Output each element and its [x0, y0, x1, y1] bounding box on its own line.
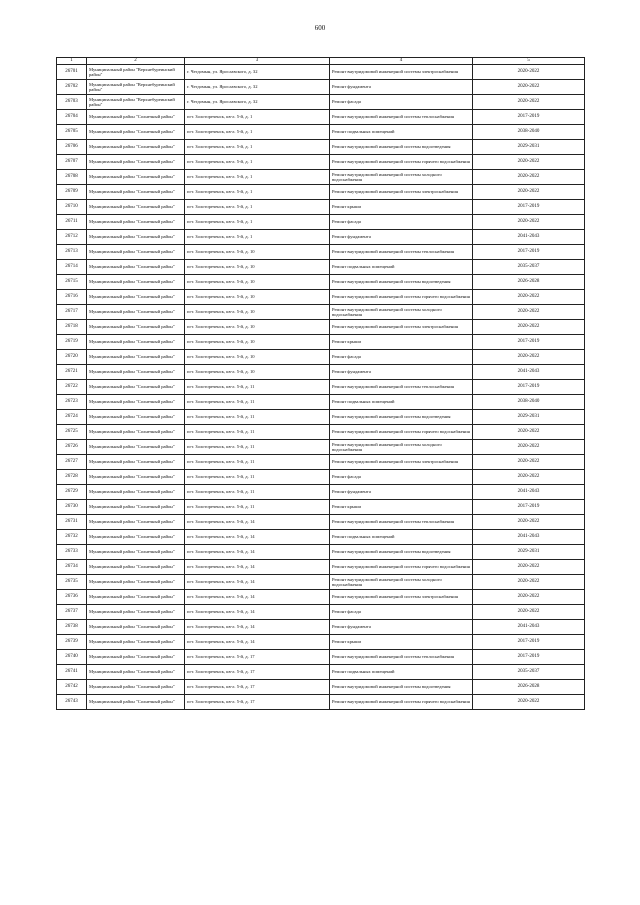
table-row: [57, 395, 585, 410]
table-row: [57, 440, 585, 455]
row-number-cell: 26706: [57, 140, 87, 155]
address-cell: пгт. Золотореченск, кв-л. 5-й, д. 1: [185, 125, 330, 140]
work-type-cell: Ремонт подвальных помещений: [330, 395, 473, 410]
municipality-cell: Муниципальный район "Солнечный район": [87, 365, 185, 380]
period-cell: 2020-2022: [473, 515, 585, 530]
table-row: [57, 410, 585, 425]
table-row: [57, 185, 585, 200]
work-type-cell: Ремонт внутридомовой инженерной системы теплоснабжения: [330, 110, 473, 125]
work-type-cell: Ремонт внутридомовой инженерной системы холодного водоснабжения: [330, 305, 473, 320]
period-cell: 2020-2022: [473, 440, 585, 455]
municipality-cell: Муниципальный район "Солнечный район": [87, 155, 185, 170]
table-row: [57, 125, 585, 140]
address-cell: г. Чегдомын, ул. Ярославского, д. 32: [185, 65, 330, 80]
municipality-cell: Муниципальный район "Солнечный район": [87, 650, 185, 665]
table-row: [57, 155, 585, 170]
table-row: [57, 575, 585, 590]
table-row: [57, 590, 585, 605]
address-cell: пгт. Золотореченск, кв-л. 5-й, д. 14: [185, 515, 330, 530]
row-number-cell: 26724: [57, 410, 87, 425]
work-type-cell: Ремонт фундамента: [330, 230, 473, 245]
table-row: [57, 335, 585, 350]
row-number-cell: 26709: [57, 185, 87, 200]
work-type-cell: Ремонт внутридомовой инженерной системы водоотведения: [330, 410, 473, 425]
period-cell: 2020-2022: [473, 215, 585, 230]
work-type-cell: Ремонт фасада: [330, 470, 473, 485]
table-row: [57, 80, 585, 95]
address-cell: пгт. Золотореченск, кв-л. 5-й, д. 11: [185, 425, 330, 440]
row-number-cell: 26741: [57, 665, 87, 680]
column-header: 3: [185, 58, 330, 65]
address-cell: пгт. Золотореченск, кв-л. 5-й, д. 17: [185, 665, 330, 680]
address-cell: пгт. Золотореченск, кв-л. 5-й, д. 1: [185, 170, 330, 185]
row-number-cell: 26737: [57, 605, 87, 620]
address-cell: пгт. Золотореченск, кв-л. 5-й, д. 1: [185, 140, 330, 155]
address-cell: пгт. Золотореченск, кв-л. 5-й, д. 11: [185, 380, 330, 395]
period-cell: 2017-2019: [473, 335, 585, 350]
row-number-cell: 26719: [57, 335, 87, 350]
period-cell: 2020-2022: [473, 455, 585, 470]
work-type-cell: Ремонт внутридомовой инженерной системы водоотведения: [330, 140, 473, 155]
table-row: [57, 605, 585, 620]
address-cell: пгт. Золотореченск, кв-л. 5-й, д. 1: [185, 155, 330, 170]
address-cell: пгт. Золотореченск, кв-л. 5-й, д. 11: [185, 470, 330, 485]
period-cell: 2041-2043: [473, 365, 585, 380]
address-cell: пгт. Золотореченск, кв-л. 5-й, д. 10: [185, 350, 330, 365]
period-cell: 2017-2019: [473, 380, 585, 395]
table-header-row: [57, 58, 585, 65]
work-type-cell: Ремонт фундамента: [330, 80, 473, 95]
work-type-cell: Ремонт внутридомовой инженерной системы водоотведения: [330, 275, 473, 290]
municipality-cell: Муниципальный район "Солнечный район": [87, 230, 185, 245]
period-cell: 2017-2019: [473, 500, 585, 515]
address-cell: пгт. Золотореченск, кв-л. 5-й, д. 14: [185, 635, 330, 650]
period-cell: 2020-2022: [473, 695, 585, 710]
period-cell: 2020-2022: [473, 305, 585, 320]
work-type-cell: Ремонт внутридомовой инженерной системы горячего водоснабжения: [330, 290, 473, 305]
row-number-cell: 26728: [57, 470, 87, 485]
period-cell: 2029-2031: [473, 140, 585, 155]
period-cell: 2017-2019: [473, 200, 585, 215]
municipality-cell: Муниципальный район "Солнечный район": [87, 440, 185, 455]
address-cell: пгт. Золотореченск, кв-л. 5-й, д. 14: [185, 545, 330, 560]
table-row: [57, 500, 585, 515]
municipality-cell: Муниципальный район "Солнечный район": [87, 335, 185, 350]
municipality-cell: Муниципальный район "Верхнебуреинский район": [87, 80, 185, 95]
period-cell: 2035-2037: [473, 260, 585, 275]
municipality-cell: Муниципальный район "Солнечный район": [87, 350, 185, 365]
work-type-cell: Ремонт внутридомовой инженерной системы электроснабжения: [330, 590, 473, 605]
period-cell: 2038-2040: [473, 395, 585, 410]
address-cell: пгт. Золотореченск, кв-л. 5-й, д. 11: [185, 395, 330, 410]
municipality-cell: Муниципальный район "Солнечный район": [87, 185, 185, 200]
municipality-cell: Муниципальный район "Солнечный район": [87, 260, 185, 275]
address-cell: пгт. Золотореченск, кв-л. 5-й, д. 10: [185, 365, 330, 380]
work-type-cell: Ремонт подвальных помещений: [330, 260, 473, 275]
address-cell: г. Чегдомын, ул. Ярославского, д. 32: [185, 80, 330, 95]
address-cell: пгт. Золотореченск, кв-л. 5-й, д. 17: [185, 680, 330, 695]
row-number-cell: 26711: [57, 215, 87, 230]
work-type-cell: Ремонт внутридомовой инженерной системы горячего водоснабжения: [330, 560, 473, 575]
work-type-cell: Ремонт фасада: [330, 350, 473, 365]
address-cell: пгт. Золотореченск, кв-л. 5-й, д. 11: [185, 485, 330, 500]
work-type-cell: Ремонт внутридомовой инженерной системы теплоснабжения: [330, 515, 473, 530]
row-number-cell: 26738: [57, 620, 87, 635]
row-number-cell: 26717: [57, 305, 87, 320]
municipality-cell: Муниципальный район "Солнечный район": [87, 170, 185, 185]
row-number-cell: 26704: [57, 110, 87, 125]
table-row: [57, 200, 585, 215]
table-row: [57, 620, 585, 635]
address-cell: пгт. Золотореченск, кв-л. 5-й, д. 14: [185, 575, 330, 590]
period-cell: 2017-2019: [473, 635, 585, 650]
work-type-cell: Ремонт крыши: [330, 335, 473, 350]
table-row: [57, 110, 585, 125]
row-number-cell: 26721: [57, 365, 87, 380]
address-cell: пгт. Золотореченск, кв-л. 5-й, д. 17: [185, 650, 330, 665]
table-row: [57, 515, 585, 530]
period-cell: 2017-2019: [473, 110, 585, 125]
period-cell: 2020-2022: [473, 65, 585, 80]
address-cell: пгт. Золотореченск, кв-л. 5-й, д. 11: [185, 440, 330, 455]
work-type-cell: Ремонт внутридомовой инженерной системы электроснабжения: [330, 185, 473, 200]
address-cell: пгт. Золотореченск, кв-л. 5-й, д. 14: [185, 620, 330, 635]
row-number-cell: 26733: [57, 545, 87, 560]
work-type-cell: Ремонт внутридомовой инженерной системы теплоснабжения: [330, 245, 473, 260]
row-number-cell: 26702: [57, 80, 87, 95]
municipality-cell: Муниципальный район "Солнечный район": [87, 425, 185, 440]
work-type-cell: Ремонт внутридомовой инженерной системы горячего водоснабжения: [330, 155, 473, 170]
address-cell: пгт. Золотореченск, кв-л. 5-й, д. 1: [185, 215, 330, 230]
row-number-cell: 26725: [57, 425, 87, 440]
address-cell: пгт. Золотореченск, кв-л. 5-й, д. 10: [185, 305, 330, 320]
period-cell: 2041-2043: [473, 230, 585, 245]
table-row: [57, 455, 585, 470]
period-cell: 2017-2019: [473, 650, 585, 665]
municipality-cell: Муниципальный район "Верхнебуреинский район": [87, 95, 185, 110]
work-type-cell: Ремонт внутридомовой инженерной системы электроснабжения: [330, 320, 473, 335]
period-cell: 2020-2022: [473, 155, 585, 170]
address-cell: пгт. Золотореченск, кв-л. 5-й, д. 10: [185, 245, 330, 260]
period-cell: 2029-2031: [473, 545, 585, 560]
period-cell: 2020-2022: [473, 170, 585, 185]
work-type-cell: Ремонт фундамента: [330, 365, 473, 380]
row-number-cell: 26730: [57, 500, 87, 515]
municipality-cell: Муниципальный район "Солнечный район": [87, 530, 185, 545]
address-cell: пгт. Золотореченск, кв-л. 5-й, д. 14: [185, 560, 330, 575]
row-number-cell: 26740: [57, 650, 87, 665]
row-number-cell: 26735: [57, 575, 87, 590]
period-cell: 2026-2028: [473, 680, 585, 695]
period-cell: 2035-2037: [473, 665, 585, 680]
address-cell: пгт. Золотореченск, кв-л. 5-й, д. 10: [185, 275, 330, 290]
table-row: [57, 230, 585, 245]
row-number-cell: 26734: [57, 560, 87, 575]
municipality-cell: Муниципальный район "Солнечный район": [87, 545, 185, 560]
table-body: [57, 65, 585, 710]
period-cell: 2041-2043: [473, 530, 585, 545]
work-type-cell: Ремонт внутридомовой инженерной системы холодного водоснабжения: [330, 440, 473, 455]
table-row: [57, 425, 585, 440]
municipality-cell: Муниципальный район "Солнечный район": [87, 560, 185, 575]
row-number-cell: 26743: [57, 695, 87, 710]
municipality-cell: Муниципальный район "Солнечный район": [87, 380, 185, 395]
table-row: [57, 635, 585, 650]
municipality-cell: Муниципальный район "Солнечный район": [87, 320, 185, 335]
period-cell: 2020-2022: [473, 560, 585, 575]
municipality-cell: Муниципальный район "Солнечный район": [87, 575, 185, 590]
table-row: [57, 470, 585, 485]
table-row: [57, 170, 585, 185]
period-cell: 2020-2022: [473, 470, 585, 485]
period-cell: 2020-2022: [473, 320, 585, 335]
address-cell: пгт. Золотореченск, кв-л. 5-й, д. 10: [185, 290, 330, 305]
municipality-cell: Муниципальный район "Солнечный район": [87, 140, 185, 155]
work-type-cell: Ремонт внутридомовой инженерной системы водоотведения: [330, 545, 473, 560]
table-row: [57, 65, 585, 80]
municipality-cell: Муниципальный район "Солнечный район": [87, 290, 185, 305]
row-number-cell: 26731: [57, 515, 87, 530]
work-type-cell: Ремонт внутридомовой инженерной системы горячего водоснабжения: [330, 695, 473, 710]
work-type-cell: Ремонт внутридомовой инженерной системы горячего водоснабжения: [330, 425, 473, 440]
municipality-cell: Муниципальный район "Солнечный район": [87, 410, 185, 425]
row-number-cell: 26722: [57, 380, 87, 395]
address-cell: пгт. Золотореченск, кв-л. 5-й, д. 1: [185, 230, 330, 245]
period-cell: 2029-2031: [473, 410, 585, 425]
municipality-cell: Муниципальный район "Солнечный район": [87, 695, 185, 710]
address-cell: пгт. Золотореченск, кв-л. 5-й, д. 17: [185, 695, 330, 710]
row-number-cell: 26714: [57, 260, 87, 275]
row-number-cell: 26723: [57, 395, 87, 410]
municipality-cell: Муниципальный район "Солнечный район": [87, 485, 185, 500]
work-type-cell: Ремонт внутридомовой инженерной системы теплоснабжения: [330, 380, 473, 395]
work-type-cell: Ремонт внутридомовой инженерной системы электроснабжения: [330, 455, 473, 470]
row-number-cell: 26720: [57, 350, 87, 365]
table-row: [57, 290, 585, 305]
table-row: [57, 650, 585, 665]
table-row: [57, 245, 585, 260]
municipality-cell: Муниципальный район "Солнечный район": [87, 590, 185, 605]
row-number-cell: 26708: [57, 170, 87, 185]
table-row: [57, 485, 585, 500]
row-number-cell: 26739: [57, 635, 87, 650]
work-type-cell: Ремонт внутридомовой инженерной системы холодного водоснабжения: [330, 170, 473, 185]
row-number-cell: 26712: [57, 230, 87, 245]
work-type-cell: Ремонт внутридомовой инженерной системы водоотведения: [330, 680, 473, 695]
table-row: [57, 140, 585, 155]
table-row: [57, 215, 585, 230]
work-type-cell: Ремонт подвальных помещений: [330, 665, 473, 680]
municipality-cell: Муниципальный район "Солнечный район": [87, 470, 185, 485]
period-cell: 2020-2022: [473, 575, 585, 590]
period-cell: 2017-2019: [473, 245, 585, 260]
row-number-cell: 26715: [57, 275, 87, 290]
work-type-cell: Ремонт фундамента: [330, 485, 473, 500]
work-type-cell: Ремонт подвальных помещений: [330, 125, 473, 140]
period-cell: 2020-2022: [473, 290, 585, 305]
period-cell: 2020-2022: [473, 185, 585, 200]
municipality-cell: Муниципальный район "Солнечный район": [87, 200, 185, 215]
municipality-cell: Муниципальный район "Солнечный район": [87, 605, 185, 620]
address-cell: пгт. Золотореченск, кв-л. 5-й, д. 14: [185, 605, 330, 620]
table-row: [57, 95, 585, 110]
work-type-cell: Ремонт внутридомовой инженерной системы холодного водоснабжения: [330, 575, 473, 590]
table-row: [57, 380, 585, 395]
row-number-cell: 26701: [57, 65, 87, 80]
municipality-cell: Муниципальный район "Солнечный район": [87, 125, 185, 140]
table-row: [57, 695, 585, 710]
column-header: 2: [87, 58, 185, 65]
row-number-cell: 26707: [57, 155, 87, 170]
work-type-cell: Ремонт подвальных помещений: [330, 530, 473, 545]
municipality-cell: Муниципальный район "Солнечный район": [87, 665, 185, 680]
table-row: [57, 545, 585, 560]
address-cell: пгт. Золотореченск, кв-л. 5-й, д. 11: [185, 455, 330, 470]
municipality-cell: Муниципальный район "Солнечный район": [87, 275, 185, 290]
municipality-cell: Муниципальный район "Солнечный район": [87, 620, 185, 635]
row-number-cell: 26703: [57, 95, 87, 110]
address-cell: пгт. Золотореченск, кв-л. 5-й, д. 10: [185, 320, 330, 335]
table-row: [57, 320, 585, 335]
repair-program-table: [56, 57, 585, 710]
address-cell: пгт. Золотореченск, кв-л. 5-й, д. 10: [185, 260, 330, 275]
period-cell: 2020-2022: [473, 350, 585, 365]
period-cell: 2020-2022: [473, 605, 585, 620]
address-cell: пгт. Золотореченск, кв-л. 5-й, д. 11: [185, 410, 330, 425]
municipality-cell: Муниципальный район "Солнечный район": [87, 305, 185, 320]
municipality-cell: Муниципальный район "Солнечный район": [87, 110, 185, 125]
work-type-cell: Ремонт крыши: [330, 635, 473, 650]
column-header: 4: [330, 58, 473, 65]
work-type-cell: Ремонт крыши: [330, 200, 473, 215]
municipality-cell: Муниципальный район "Солнечный район": [87, 455, 185, 470]
row-number-cell: 26710: [57, 200, 87, 215]
row-number-cell: 26718: [57, 320, 87, 335]
column-header: 1: [57, 58, 87, 65]
address-cell: пгт. Золотореченск, кв-л. 5-й, д. 10: [185, 335, 330, 350]
work-type-cell: Ремонт фасада: [330, 605, 473, 620]
work-type-cell: Ремонт фасада: [330, 95, 473, 110]
row-number-cell: 26729: [57, 485, 87, 500]
address-cell: пгт. Золотореченск, кв-л. 5-й, д. 11: [185, 500, 330, 515]
municipality-cell: Муниципальный район "Верхнебуреинский район": [87, 65, 185, 80]
row-number-cell: 26732: [57, 530, 87, 545]
period-cell: 2020-2022: [473, 80, 585, 95]
work-type-cell: Ремонт внутридомовой инженерной системы электроснабжения: [330, 65, 473, 80]
table-row: [57, 530, 585, 545]
municipality-cell: Муниципальный район "Солнечный район": [87, 500, 185, 515]
work-type-cell: Ремонт крыши: [330, 500, 473, 515]
table-row: [57, 350, 585, 365]
address-cell: пгт. Золотореченск, кв-л. 5-й, д. 1: [185, 110, 330, 125]
table-row: [57, 665, 585, 680]
table-row: [57, 365, 585, 380]
work-type-cell: Ремонт фундамента: [330, 620, 473, 635]
address-cell: пгт. Золотореченск, кв-л. 5-й, д. 14: [185, 530, 330, 545]
table-row: [57, 260, 585, 275]
period-cell: 2026-2028: [473, 275, 585, 290]
municipality-cell: Муниципальный район "Солнечный район": [87, 635, 185, 650]
row-number-cell: 26716: [57, 290, 87, 305]
row-number-cell: 26736: [57, 590, 87, 605]
address-cell: г. Чегдомын, ул. Ярославского, д. 32: [185, 95, 330, 110]
row-number-cell: 26705: [57, 125, 87, 140]
municipality-cell: Муниципальный район "Солнечный район": [87, 245, 185, 260]
address-cell: пгт. Золотореченск, кв-л. 5-й, д. 1: [185, 185, 330, 200]
period-cell: 2038-2040: [473, 125, 585, 140]
period-cell: 2020-2022: [473, 425, 585, 440]
row-number-cell: 26713: [57, 245, 87, 260]
row-number-cell: 26726: [57, 440, 87, 455]
period-cell: 2041-2043: [473, 620, 585, 635]
page-number: 600: [314, 24, 326, 32]
column-header: 5: [473, 58, 585, 65]
municipality-cell: Муниципальный район "Солнечный район": [87, 215, 185, 230]
municipality-cell: Муниципальный район "Солнечный район": [87, 515, 185, 530]
period-cell: 2020-2022: [473, 590, 585, 605]
table-row: [57, 680, 585, 695]
municipality-cell: Муниципальный район "Солнечный район": [87, 680, 185, 695]
municipality-cell: Муниципальный район "Солнечный район": [87, 395, 185, 410]
period-cell: 2041-2043: [473, 485, 585, 500]
table-row: [57, 560, 585, 575]
work-type-cell: Ремонт фасада: [330, 215, 473, 230]
row-number-cell: 26742: [57, 680, 87, 695]
address-cell: пгт. Золотореченск, кв-л. 5-й, д. 14: [185, 590, 330, 605]
period-cell: 2020-2022: [473, 95, 585, 110]
address-cell: пгт. Золотореченск, кв-л. 5-й, д. 1: [185, 200, 330, 215]
table-row: [57, 305, 585, 320]
work-type-cell: Ремонт внутридомовой инженерной системы теплоснабжения: [330, 650, 473, 665]
row-number-cell: 26727: [57, 455, 87, 470]
table-row: [57, 275, 585, 290]
